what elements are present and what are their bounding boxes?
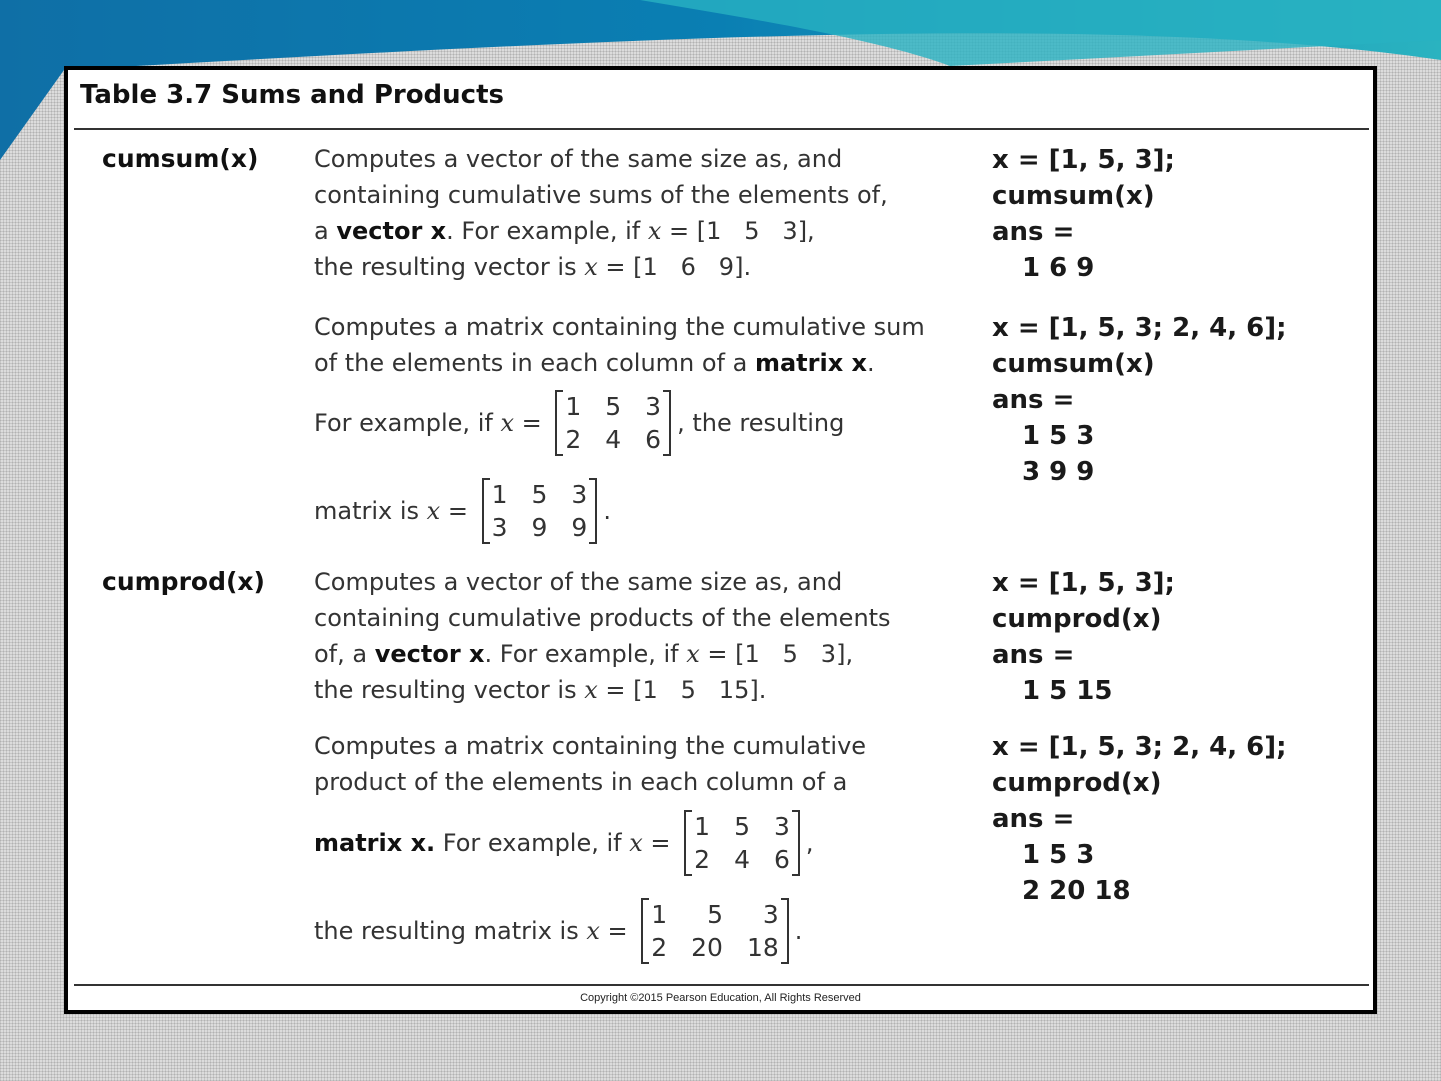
matrix-cell: 1: [694, 812, 711, 841]
math-var: x: [686, 640, 700, 668]
math-eq: = [1 6 9].: [597, 253, 752, 281]
text: For example, if: [435, 829, 630, 857]
text: the resulting matrix is: [314, 917, 587, 945]
bottom-rule: [74, 984, 1369, 986]
code-output: 1 5 3: [1022, 840, 1095, 870]
code-output: 3 9 9: [1022, 457, 1095, 487]
desc-line: containing cumulative products of the elements: [314, 604, 891, 632]
desc-line: [314, 672, 891, 708]
code-line: cumprod(x): [992, 604, 1162, 634]
cumsum-matrix-example: [314, 390, 844, 456]
matrix-cell: 9: [571, 513, 588, 542]
matrix-cell: 3: [645, 392, 662, 421]
text: , the resulting: [677, 409, 845, 437]
code-line: x = [1, 5, 3];: [992, 568, 1175, 598]
desc-line: Computes a matrix containing the cumulative sum: [314, 313, 925, 341]
code-output: 1 6 9: [1022, 253, 1095, 283]
math-var: x: [426, 497, 441, 525]
code-line: cumsum(x): [992, 181, 1155, 211]
text: .: [794, 917, 803, 945]
math-var: x: [584, 676, 598, 704]
desc-line: Computes a vector of the same size as, and: [314, 568, 843, 596]
copyright-notice: Copyright ©2015 Pearson Education, All Rights Reserved: [580, 992, 861, 1004]
text: of, a: [314, 640, 375, 668]
text: For example, if: [314, 409, 501, 437]
matrix-cell: 9: [531, 513, 548, 542]
cumsum-matrix-description: [314, 309, 925, 381]
matrix-cell: 2: [694, 845, 711, 874]
matrix-cell: 1: [491, 480, 508, 509]
cumprod-matrix-code: [992, 729, 1287, 909]
matrix-cell: 5: [707, 900, 723, 929]
function-name-cumprod: cumprod(x): [102, 567, 265, 596]
code-line: x = [1, 5, 3; 2, 4, 6];: [992, 732, 1287, 762]
result-matrix: [641, 898, 789, 964]
code-output: 1 5 3: [1022, 421, 1095, 451]
result-matrix: [482, 478, 598, 544]
math-eq: = [1 5 3],: [699, 640, 854, 668]
bold-term: vector x: [374, 640, 485, 668]
bold-term: vector x: [336, 217, 447, 245]
math-eq: =: [440, 497, 476, 525]
code-line: ans =: [992, 385, 1075, 415]
math-eq: =: [513, 409, 550, 437]
cumsum-vector-code: [992, 142, 1175, 286]
code-line: ans =: [992, 804, 1075, 834]
cumsum-matrix-result: [314, 478, 611, 544]
code-line: x = [1, 5, 3; 2, 4, 6];: [992, 313, 1287, 343]
desc-line: Computes a vector of the same size as, and: [314, 145, 843, 173]
text: ,: [805, 829, 814, 857]
text: of the elements in each column of a: [314, 349, 755, 377]
matrix-cell: 1: [651, 900, 668, 929]
text: the resulting vector is: [314, 676, 585, 704]
matrix-cell: 18: [746, 933, 779, 962]
matrix-cell: 5: [734, 812, 750, 841]
text: the resulting vector is: [314, 253, 585, 281]
matrix-cell: 3: [762, 900, 779, 929]
input-matrix: [555, 390, 671, 456]
matrix-cell: 4: [605, 425, 622, 454]
matrix-cell: 3: [773, 812, 790, 841]
code-line: cumprod(x): [992, 768, 1162, 798]
math-var: x: [647, 217, 662, 245]
cumprod-matrix-example: [314, 810, 814, 876]
matrix-cell: 1: [565, 392, 582, 421]
code-output: 1 5 15: [1022, 676, 1113, 706]
cumprod-vector-code: [992, 565, 1175, 709]
desc-line: product of the elements in each column of a: [314, 768, 848, 796]
function-name-cumsum: cumsum(x): [102, 144, 259, 173]
math-var: x: [500, 409, 514, 437]
matrix-cell: 5: [531, 480, 548, 509]
cumprod-vector-description: [314, 564, 891, 708]
text: . For example, if: [446, 217, 648, 245]
matrix-cell: 3: [491, 513, 508, 542]
matrix-cell: 20: [691, 933, 723, 962]
matrix-cell: 6: [645, 425, 662, 454]
text: . For example, if: [484, 640, 687, 668]
code-line: ans =: [992, 640, 1075, 670]
bold-term: matrix x.: [314, 829, 436, 857]
bold-term: matrix x: [754, 349, 868, 377]
cumprod-matrix-description: [314, 728, 866, 800]
matrix-cell: 6: [773, 845, 790, 874]
desc-line: [314, 249, 888, 285]
top-rule: [74, 128, 1369, 130]
math-eq: =: [599, 917, 636, 945]
matrix-cell: 2: [651, 933, 668, 962]
desc-line: [314, 213, 888, 249]
math-var: x: [584, 253, 598, 281]
cumsum-matrix-code: [992, 310, 1287, 490]
text: .: [867, 349, 875, 377]
matrix-cell: 3: [571, 480, 588, 509]
cumprod-matrix-result: [314, 898, 802, 964]
table-title: Table 3.7 Sums and Products: [80, 80, 504, 110]
text: matrix is: [314, 497, 427, 525]
code-output: 2 20 18: [1022, 876, 1131, 906]
cumsum-vector-description: [314, 141, 888, 285]
matrix-cell: 5: [605, 392, 622, 421]
code-line: x = [1, 5, 3];: [992, 145, 1175, 175]
math-var: x: [586, 917, 600, 945]
input-matrix: [684, 810, 800, 876]
matrix-cell: 2: [565, 425, 582, 454]
math-var: x: [629, 829, 643, 857]
math-eq: = [1 5 15].: [597, 676, 767, 704]
table-card: [64, 66, 1377, 1014]
code-line: cumsum(x): [992, 349, 1155, 379]
desc-line: containing cumulative sums of the elements of,: [314, 181, 888, 209]
matrix-cell: 4: [734, 845, 750, 874]
text: a: [314, 217, 337, 245]
code-line: ans =: [992, 217, 1075, 247]
math-eq: =: [642, 829, 679, 857]
desc-line: [314, 345, 925, 381]
text: .: [603, 497, 611, 525]
math-eq: = [1 5 3],: [661, 217, 815, 245]
desc-line: [314, 636, 891, 672]
desc-line: Computes a matrix containing the cumulative: [314, 732, 867, 760]
